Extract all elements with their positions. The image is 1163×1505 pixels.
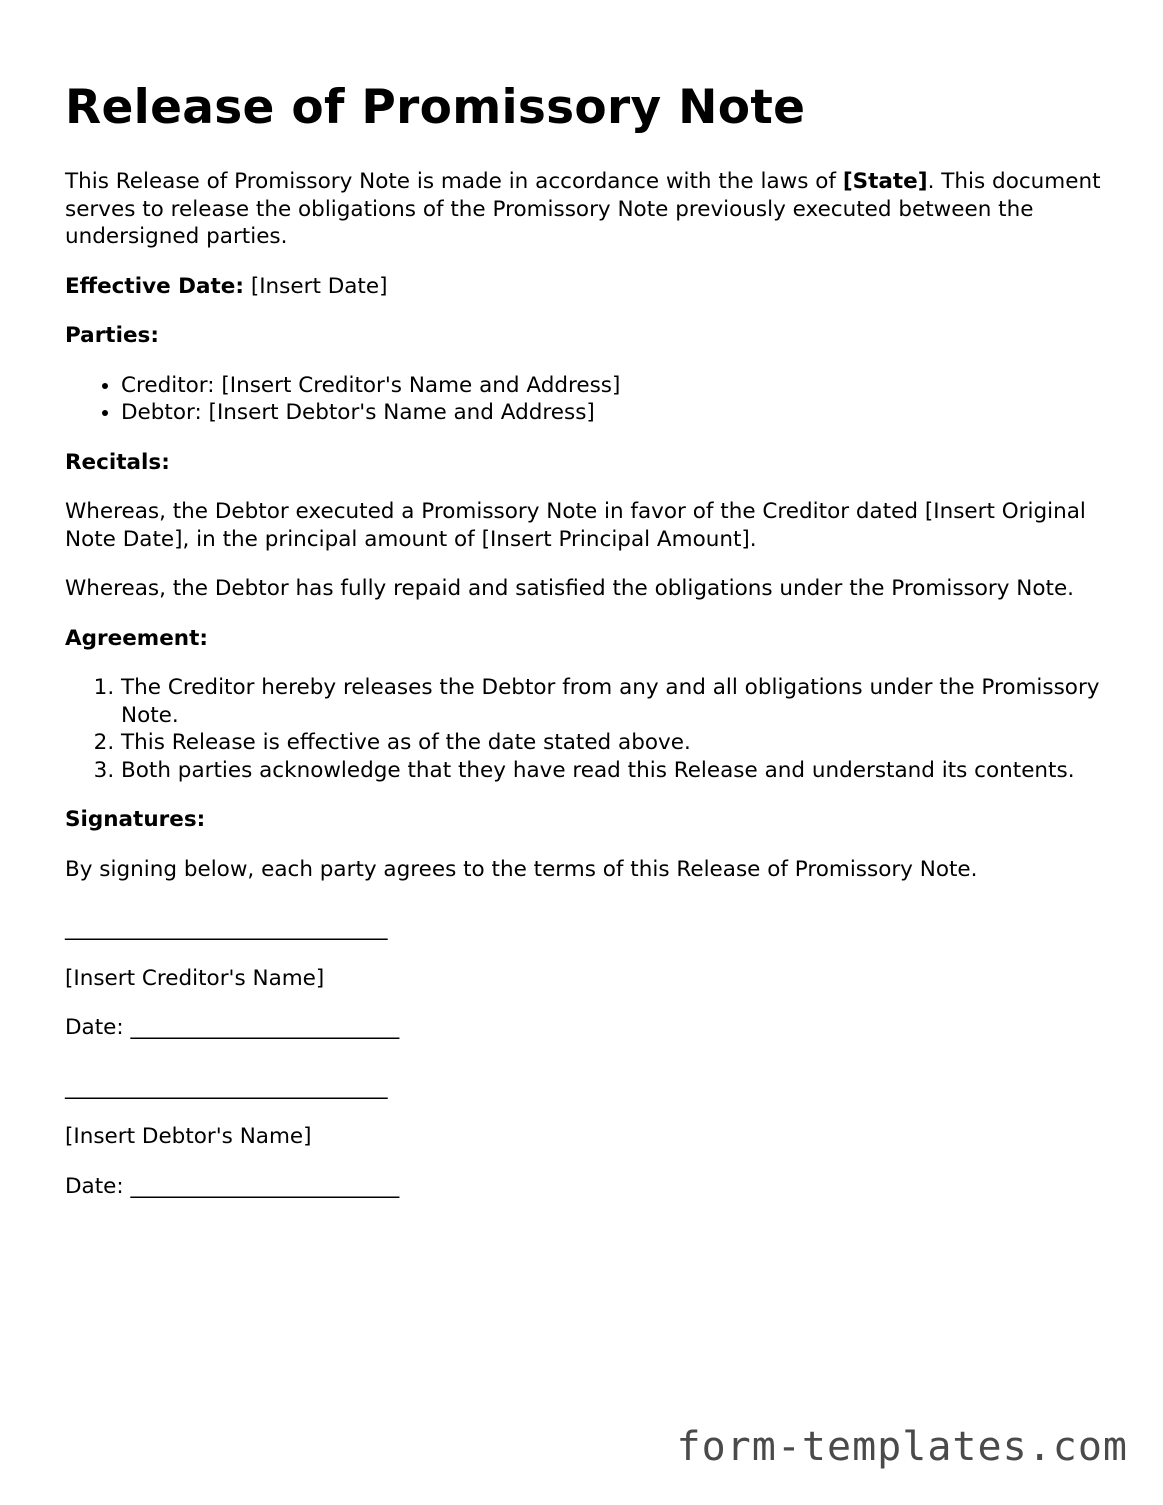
intro-text-after: . This document serves to release the obligations of the Promissory Note previously executed between the undersigned parties. bbox=[65, 169, 1101, 249]
parties-heading: Parties: bbox=[65, 323, 159, 348]
signatures-statement: By signing below, each party agrees to the terms of this Release of Promissory Note. bbox=[65, 856, 978, 882]
party-debtor: • Debtor: [Insert Debtor's Name and Address] bbox=[121, 399, 1105, 427]
intro-text-before: This Release of Promissory Note is made in accordance with the laws of bbox=[65, 169, 843, 194]
signatures-heading: Signatures: bbox=[65, 807, 206, 832]
state-placeholder: [State] bbox=[842, 169, 928, 194]
party-creditor: • Creditor: [Insert Creditor's Name and Address] bbox=[121, 372, 1105, 400]
document-title: Release of Promissory Note bbox=[65, 80, 806, 135]
debtor-date-line[interactable]: Date: _________________________ bbox=[65, 1173, 400, 1199]
parties-list bbox=[65, 372, 1105, 427]
recitals-heading: Recitals: bbox=[65, 449, 170, 475]
intro-paragraph bbox=[65, 168, 1105, 251]
debtor-signature-line[interactable]: ______________________________ bbox=[65, 1074, 388, 1100]
agreement-heading: Agreement: bbox=[65, 625, 208, 651]
effective-date bbox=[65, 273, 1105, 301]
agreement-item: 1. The Creditor hereby releases the Debtor from any and all obligations under the Promissory Note. bbox=[121, 674, 1105, 729]
creditor-signature-line[interactable]: ______________________________ bbox=[65, 916, 388, 941]
creditor-name: [Insert Creditor's Name] bbox=[65, 965, 325, 991]
document-page bbox=[65, 78, 1105, 1222]
agreement-item: 3. Both parties acknowledge that they have read this Release and understand its contents. bbox=[121, 757, 1105, 785]
debtor-name: [Insert Debtor's Name] bbox=[65, 1124, 312, 1149]
effective-date-value: [Insert Date] bbox=[243, 273, 388, 299]
recital-paragraph: Whereas, the Debtor has fully repaid and satisfied the obligations under the Promissory Note. bbox=[65, 576, 1075, 601]
effective-date-label: Effective Date: bbox=[65, 273, 244, 299]
agreement-list bbox=[65, 674, 1105, 784]
creditor-date-line[interactable]: Date: _________________________ bbox=[65, 1015, 400, 1040]
recital-paragraph: Whereas, the Debtor executed a Promissory Note in favor of the Creditor dated [Insert Original Note Date], in the principal amount of [Insert Principal Amount]. bbox=[65, 499, 1086, 552]
agreement-item: 2. This Release is effective as of the date stated above. bbox=[121, 729, 1105, 757]
watermark-text: form-templates.com bbox=[676, 1424, 1128, 1470]
